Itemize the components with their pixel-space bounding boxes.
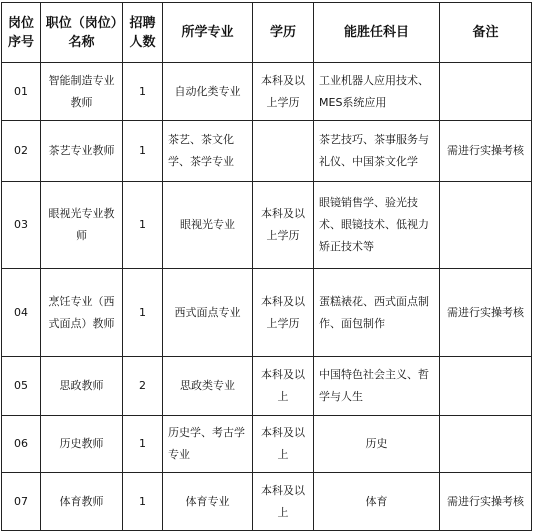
- cell-remark: [440, 182, 532, 269]
- cell-major: 眼视光专业: [163, 182, 253, 269]
- cell-name: 历史教师: [41, 416, 123, 473]
- cell-education: 本科及以上学历: [253, 63, 314, 121]
- header-subjects: 能胜任科目: [314, 3, 440, 63]
- recruitment-table: [1, 2, 532, 531]
- header-major: 所学专业: [163, 3, 253, 63]
- table-row: [2, 473, 532, 531]
- cell-name: 烹饪专业（西式面点）教师: [41, 269, 123, 357]
- cell-no: 02: [2, 121, 41, 182]
- cell-subjects: 蛋糕裱花、西式面点制作、面包制作: [314, 269, 440, 357]
- cell-major: 历史学、考古学专业: [163, 416, 253, 473]
- cell-no: 06: [2, 416, 41, 473]
- cell-major: 西式面点专业: [163, 269, 253, 357]
- cell-education: 本科及以上: [253, 357, 314, 416]
- cell-subjects: 工业机器人应用技术、MES系统应用: [314, 63, 440, 121]
- cell-education: 本科及以上学历: [253, 269, 314, 357]
- cell-no: 05: [2, 357, 41, 416]
- cell-count: 1: [123, 473, 163, 531]
- cell-count: 1: [123, 182, 163, 269]
- cell-count: 1: [123, 416, 163, 473]
- header-position-no: 岗位序号: [2, 3, 41, 63]
- cell-subjects: 茶艺技巧、茶事服务与礼仪、中国茶文化学: [314, 121, 440, 182]
- cell-count: 1: [123, 63, 163, 121]
- cell-subjects: 眼镜销售学、验光技术、眼镜技术、低视力矫正技术等: [314, 182, 440, 269]
- cell-subjects: 中国特色社会主义、哲学与人生: [314, 357, 440, 416]
- cell-count: 2: [123, 357, 163, 416]
- table-row: [2, 416, 532, 473]
- cell-remark: [440, 416, 532, 473]
- cell-major: 茶艺、茶文化学、茶学专业: [163, 121, 253, 182]
- cell-remark: 需进行实操考核: [440, 121, 532, 182]
- cell-name: 思政教师: [41, 357, 123, 416]
- cell-major: 思政类专业: [163, 357, 253, 416]
- cell-education: 本科及以上学历: [253, 182, 314, 269]
- cell-major: 自动化类专业: [163, 63, 253, 121]
- cell-remark: 需进行实操考核: [440, 269, 532, 357]
- header-position-name: 职位（岗位）名称: [41, 3, 123, 63]
- cell-remark: [440, 357, 532, 416]
- table-row: [2, 182, 532, 269]
- cell-remark: [440, 63, 532, 121]
- cell-no: 01: [2, 63, 41, 121]
- cell-no: 03: [2, 182, 41, 269]
- cell-no: 07: [2, 473, 41, 531]
- cell-name: 体育教师: [41, 473, 123, 531]
- cell-education: [253, 121, 314, 182]
- table-row: [2, 121, 532, 182]
- cell-count: 1: [123, 269, 163, 357]
- cell-remark: 需进行实操考核: [440, 473, 532, 531]
- cell-subjects: 历史: [314, 416, 440, 473]
- cell-education: 本科及以上: [253, 473, 314, 531]
- table-row: [2, 269, 532, 357]
- cell-name: 眼视光专业教师: [41, 182, 123, 269]
- cell-name: 智能制造专业教师: [41, 63, 123, 121]
- cell-no: 04: [2, 269, 41, 357]
- cell-count: 1: [123, 121, 163, 182]
- table-row: [2, 63, 532, 121]
- table-row: [2, 357, 532, 416]
- cell-major: 体育专业: [163, 473, 253, 531]
- cell-education: 本科及以上: [253, 416, 314, 473]
- table-header-row: [2, 3, 532, 63]
- cell-subjects: 体育: [314, 473, 440, 531]
- header-remark: 备注: [440, 3, 532, 63]
- header-education: 学历: [253, 3, 314, 63]
- header-hire-count: 招聘人数: [123, 3, 163, 63]
- cell-name: 茶艺专业教师: [41, 121, 123, 182]
